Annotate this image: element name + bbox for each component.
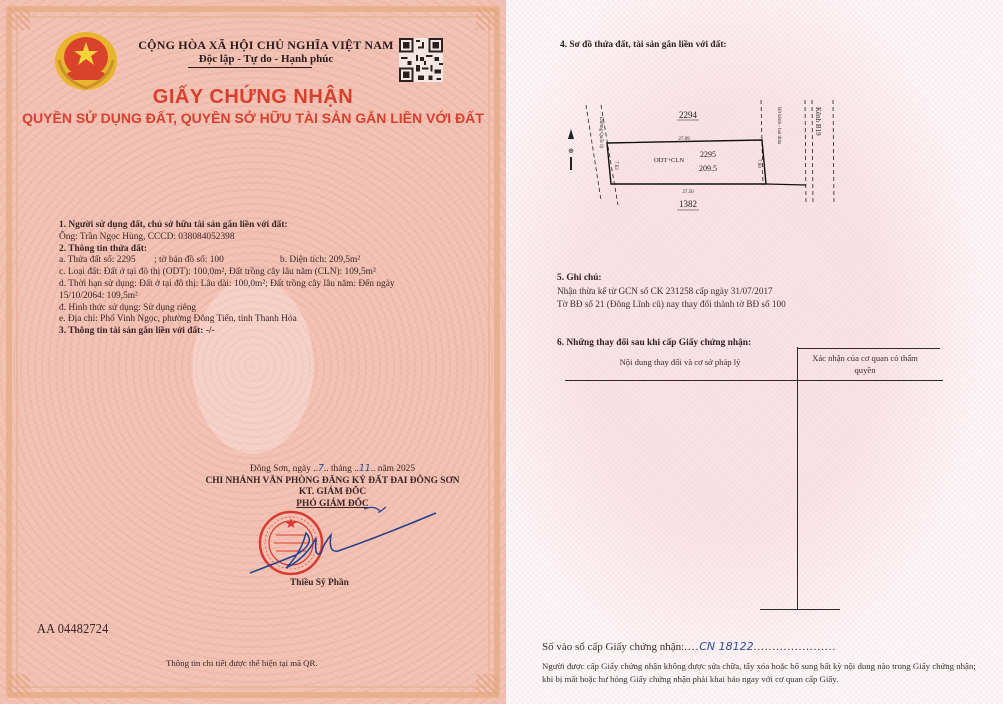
month-label: tháng	[330, 464, 352, 474]
year-label: năm 2025	[377, 464, 416, 474]
lot-area-label: 209.5	[699, 164, 717, 173]
day-handwritten: 7	[317, 463, 324, 474]
usage-term: d. Thời hạn sử dụng: Đất ở tại đô thị: Lâu dài: 100,0m²; Đất trồng cây lâu năm: Đến ngày 15/10/2064: 109,5m²	[59, 278, 395, 301]
book-number-value: CN 18122	[699, 640, 754, 653]
issuing-office: CHI NHÁNH VĂN PHÒNG ĐĂNG KÝ ĐẤT ĐAI ĐÔNG SƠN	[205, 475, 460, 486]
changes-col-content: Nội dung thay đổi và cơ sở pháp lý	[619, 357, 741, 367]
signer-position: PHÓ GIÁM ĐỐC	[296, 498, 369, 509]
warning-note: Người được cấp Giấy chứng nhận không được sửa chữa, tẩy xóa hoặc bổ sung bất kỳ nội dung nào trong Giấy chứng nhận; khi bị mất hoặc hư hỏng Giấy chứng nhận phải khai báo ngay với cơ quan cấp Giấy.	[542, 661, 976, 684]
svg-text:Bờ kênh - hai thửa: Bờ kênh - hai thửa	[776, 107, 781, 145]
section1-heading: 1. Người sử dụng đất, chủ sở hữu tài sản gắn liền với đất:	[59, 220, 288, 230]
svg-text:Đường Quốc lộ: Đường Quốc lộ	[598, 117, 603, 149]
nation-name: CỘNG HÒA XÃ HỘI CHỦ NGHĨA VIỆT NAM	[138, 38, 394, 52]
month-handwritten: 11	[358, 463, 371, 474]
national-motto: Độc lập - Tự do - Hạnh phúc	[198, 53, 334, 65]
notes-block	[557, 285, 786, 310]
note-line: Tờ BĐ số 21 (Đông Lĩnh cũ) nay thay đổi thành tờ BĐ số 100	[557, 298, 786, 309]
section2-heading: 2. Thông tin thửa đất:	[59, 243, 148, 254]
land-info-block	[59, 220, 439, 338]
north-neighbor-label: 2294	[679, 110, 697, 120]
certificate-subtitle: QUYỀN SỬ DỤNG ĐẤT, QUYỀN SỞ HỮU TÀI SẢN GẮN LIỀN VỚI ĐẤT	[22, 110, 484, 126]
svg-text:27.09: 27.09	[678, 137, 690, 142]
on-behalf-title: KT. GIÁM ĐỐC	[298, 487, 367, 497]
changes-col-confirmation: Xác nhận của cơ quan có thẩm quyền	[812, 353, 918, 375]
place-date-prefix: Đông Sơn, ngày	[249, 464, 311, 474]
section4-heading: 4. Sơ đồ thửa đất, tài sản gắn liền với đất:	[560, 40, 727, 50]
motto-underline	[188, 67, 312, 68]
certificate-serial: AA 04482724	[37, 622, 109, 637]
qr-note: Thông tin chi tiết được thể hiện tại mã QR.	[166, 658, 318, 668]
map-sheet-number: ; tờ bản đồ số: 100	[154, 255, 224, 266]
lot-area: b. Diện tích: 209,5m²	[280, 255, 361, 266]
corner-ornament	[476, 674, 498, 696]
lot-number: a. Thửa đất số: 2295	[59, 255, 136, 266]
svg-text:⊕: ⊕	[568, 147, 574, 155]
svg-text:Kênh B19: Kênh B19	[814, 107, 822, 136]
note-line: Nhận thừa kế từ GCN số CK 231258 cấp ngày 31/07/2017	[557, 286, 773, 296]
land-plot-diagram	[556, 95, 856, 215]
changes-table-divider	[797, 347, 798, 609]
book-number: Số vào sổ cấp Giấy chứng nhận:....CN 18122......................	[542, 640, 837, 653]
land-type: c. Loại đất: Đất ở tại đô thị (ODT): 100,0m², Đất trồng cây lâu năm (CLN): 109,5m²	[59, 267, 376, 278]
changes-table-top-right	[797, 348, 940, 349]
place-date: Đông Sơn, ngày ..7.. tháng ..11.. năm 2025	[249, 463, 416, 474]
usage-form: đ. Hình thức sử dụng: Sử dụng riêng	[59, 302, 197, 313]
land-address: e. Địa chỉ: Phố Vinh Ngọc, phường Đông Tiến, tỉnh Thanh Hóa	[59, 314, 297, 325]
section3-heading: 3. Thông tin tài sản gắn liền với đất: -/-	[59, 326, 215, 337]
svg-text:27.50: 27.50	[682, 190, 694, 195]
corner-ornament	[8, 8, 30, 30]
svg-text:7.60: 7.60	[756, 159, 761, 168]
qr-code[interactable]	[399, 38, 443, 82]
national-emblem-icon	[53, 30, 119, 92]
changes-table-header-line	[565, 380, 943, 381]
certificate-title: GIẤY CHỨNG NHẬN	[152, 86, 354, 108]
lot-number-label: 2295	[700, 150, 716, 159]
section5-heading: 5. Ghi chú:	[557, 273, 602, 283]
land-code-label: ODT+CLN	[653, 157, 685, 164]
corner-ornament	[476, 8, 498, 30]
signer-name: Thiều Sỹ Phần	[290, 578, 349, 588]
section6-heading: 6. Những thay đổi sau khi cấp Giấy chứng nhận:	[557, 338, 752, 348]
owner-name: Ông: Trần Ngọc Hùng, CCCD: 038084052398	[59, 231, 235, 242]
south-neighbor-label: 1382	[679, 199, 697, 209]
handwritten-signature	[246, 503, 442, 583]
corner-ornament	[8, 674, 30, 696]
book-number-label: Số vào sổ cấp Giấy chứng nhận:	[542, 641, 685, 653]
svg-text:7.63: 7.63	[613, 161, 618, 170]
changes-table-bottom-line	[760, 609, 840, 610]
